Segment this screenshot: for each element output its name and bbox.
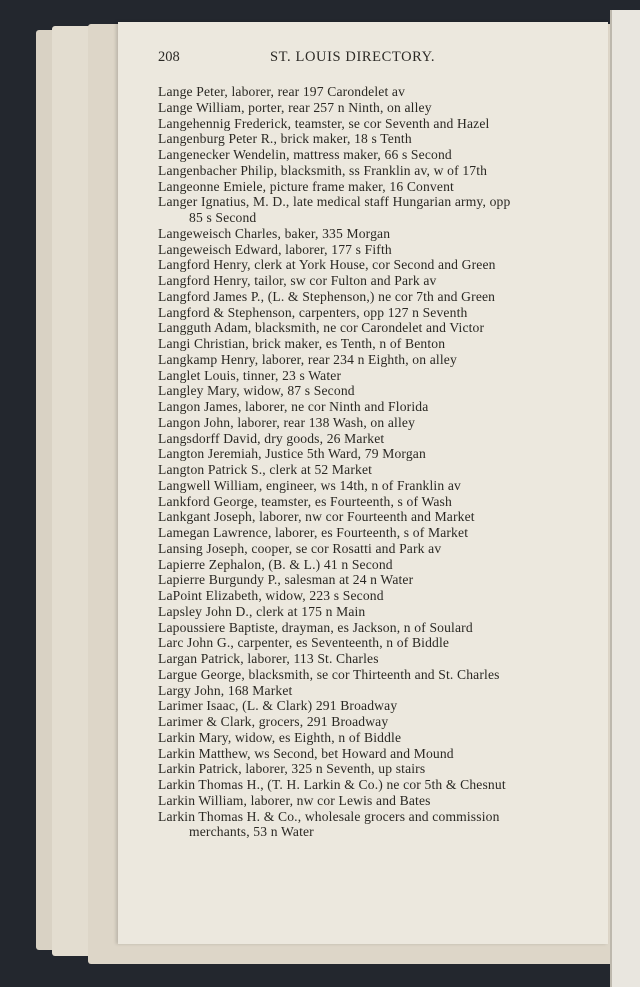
- page-title: ST. LOUIS DIRECTORY.: [270, 49, 436, 65]
- running-header: [158, 49, 558, 69]
- entry-text: Largue George, blacksmith, se cor Thirteenth and St. Charles: [158, 666, 500, 682]
- entry-text: Langeweisch Charles, baker, 335 Morgan: [158, 225, 391, 241]
- entry-text: Lankford George, teamster, es Fourteenth, s of Wash: [158, 493, 452, 509]
- entry-text: Langenbacher Philip, blacksmith, ss Franklin av, w of 17th: [158, 162, 488, 178]
- entry-text: Largy John, 168 Market: [158, 682, 293, 698]
- directory-entry: [158, 730, 578, 746]
- directory-entry: [158, 352, 578, 368]
- entry-text: Larkin Thomas H. & Co., wholesale grocers and commission: [158, 808, 500, 824]
- directory-entry: [158, 257, 578, 273]
- entry-text: Langley Mary, widow, 87 s Second: [158, 383, 355, 399]
- entry-text: Langlet Louis, tinner, 23 s Water: [158, 367, 342, 383]
- entry-text: Lansing Joseph, cooper, se cor Rosatti and Park av: [158, 540, 442, 556]
- directory-entry: [158, 383, 578, 399]
- entry-text: Langon John, laborer, rear 138 Wash, on alley: [158, 414, 416, 430]
- entry-text: Langkamp Henry, laborer, rear 234 n Eighth, on alley: [158, 351, 457, 367]
- entry-text: Larkin Patrick, laborer, 325 n Seventh, up stairs: [158, 761, 426, 777]
- entry-text: Langwell William, engineer, ws 14th, n of Franklin av: [158, 477, 461, 493]
- entry-text: Larkin Mary, widow, es Eighth, n of Biddle: [158, 729, 402, 745]
- directory-entry: [158, 698, 578, 714]
- directory-entry: [158, 557, 578, 573]
- entry-text: Langford & Stephenson, carpenters, opp 127 n Seventh: [158, 304, 468, 320]
- entry-text: Langon James, laborer, ne cor Ninth and Florida: [158, 399, 429, 414]
- directory-entry: [158, 415, 578, 431]
- entry-text: Lamegan Lawrence, laborer, es Fourteenth, s of Market: [158, 525, 469, 540]
- directory-entry: [158, 163, 578, 179]
- entry-text: Langer Ignatius, M. D., late medical staff Hungarian army, opp: [158, 194, 511, 210]
- directory-entry: [158, 651, 578, 667]
- entry-text: Langton Jeremiah, Justice 5th Ward, 79 Morgan: [158, 446, 426, 462]
- directory-entry: [158, 620, 578, 636]
- directory-entry: [158, 368, 578, 384]
- entry-text: Langford Henry, clerk at York House, cor Second and Green: [158, 257, 496, 273]
- entry-text: Langsdorff David, dry goods, 26 Market: [158, 430, 385, 446]
- directory-entry: [158, 509, 578, 525]
- entry-text: Lapsley John D., clerk at 175 n Main: [158, 603, 366, 619]
- entry-continuation: merchants, 53 n Water: [189, 824, 314, 840]
- directory-entry: [158, 683, 578, 699]
- directory-entry: [158, 179, 578, 195]
- directory-entry: [158, 541, 578, 557]
- entry-text: Larc John G., carpenter, es Seventeenth, n of Biddle: [158, 635, 450, 651]
- directory-entry: [158, 478, 578, 494]
- entry-text: Langenburg Peter R., brick maker, 18 s Tenth: [158, 131, 412, 147]
- directory-entry: [158, 305, 578, 321]
- entry-continuation: 85 s Second: [189, 210, 257, 225]
- entry-text: Langehennig Frederick, teamster, se cor Seventh and Hazel: [158, 115, 490, 131]
- directory-entry: [158, 588, 578, 604]
- directory-entry: [158, 635, 578, 651]
- entry-text: Langford Henry, tailor, sw cor Fulton and Park av: [158, 273, 437, 288]
- directory-entry: [158, 399, 578, 415]
- page-number: 208: [158, 49, 180, 65]
- directory-entry: [158, 494, 578, 510]
- entry-text: Lange Peter, laborer, rear 197 Carondelet av: [158, 84, 406, 99]
- facing-page-edge: [610, 10, 640, 987]
- directory-entry: [158, 194, 578, 226]
- directory-entry: [158, 462, 578, 478]
- directory-entry: [158, 273, 578, 289]
- directory-entry: [158, 746, 578, 762]
- entry-text: Larkin William, laborer, nw cor Lewis and Bates: [158, 792, 431, 808]
- directory-entry: [158, 147, 578, 163]
- directory-entry: [158, 667, 578, 683]
- directory-entry: [158, 84, 578, 100]
- entry-text: Larimer & Clark, grocers, 291 Broadway: [158, 714, 389, 729]
- directory-entries: [158, 84, 578, 840]
- entry-text: LaPoint Elizabeth, widow, 223 s Second: [158, 588, 384, 603]
- directory-entry: [158, 761, 578, 777]
- directory-entry: [158, 131, 578, 147]
- entry-text: Largan Patrick, laborer, 113 St. Charles: [158, 651, 379, 666]
- entry-text: Lange William, porter, rear 257 n Ninth, on alley: [158, 99, 432, 115]
- directory-entry: [158, 431, 578, 447]
- entry-text: Langenecker Wendelin, mattress maker, 66 s Second: [158, 147, 452, 162]
- directory-entry: [158, 604, 578, 620]
- entry-text: Langi Christian, brick maker, es Tenth, n of Benton: [158, 336, 446, 351]
- directory-entry: [158, 226, 578, 242]
- entry-text: Lapoussiere Baptiste, drayman, es Jackson, n of Soulard: [158, 619, 473, 635]
- entry-text: Larimer Isaac, (L. & Clark) 291 Broadway: [158, 698, 398, 714]
- directory-entry: [158, 809, 578, 841]
- entry-text: Langton Patrick S., clerk at 52 Market: [158, 462, 373, 477]
- directory-entry: [158, 336, 578, 352]
- directory-entry: [158, 446, 578, 462]
- entry-text: Langeonne Emiele, picture frame maker, 16 Convent: [158, 178, 454, 194]
- entry-text: Langeweisch Edward, laborer, 177 s Fifth: [158, 241, 392, 257]
- entry-text: Lapierre Zephalon, (B. & L.) 41 n Second: [158, 556, 393, 572]
- directory-entry: [158, 793, 578, 809]
- directory-entry: [158, 320, 578, 336]
- entry-text: Lankgant Joseph, laborer, nw cor Fourteenth and Market: [158, 509, 475, 525]
- entry-text: Larkin Thomas H., (T. H. Larkin & Co.) ne cor 5th & Chesnut: [158, 777, 506, 792]
- directory-entry: [158, 116, 578, 132]
- directory-entry: [158, 777, 578, 793]
- entry-text: Lapierre Burgundy P., salesman at 24 n Water: [158, 572, 414, 588]
- directory-entry: [158, 289, 578, 305]
- directory-entry: [158, 572, 578, 588]
- directory-entry: [158, 242, 578, 258]
- entry-text: Langford James P., (L. & Stephenson,) ne cor 7th and Green: [158, 288, 496, 304]
- entry-text: Larkin Matthew, ws Second, bet Howard and Mound: [158, 745, 454, 761]
- directory-entry: [158, 100, 578, 116]
- entry-text: Langguth Adam, blacksmith, ne cor Carondelet and Victor: [158, 320, 485, 336]
- directory-entry: [158, 714, 578, 730]
- directory-entry: [158, 525, 578, 541]
